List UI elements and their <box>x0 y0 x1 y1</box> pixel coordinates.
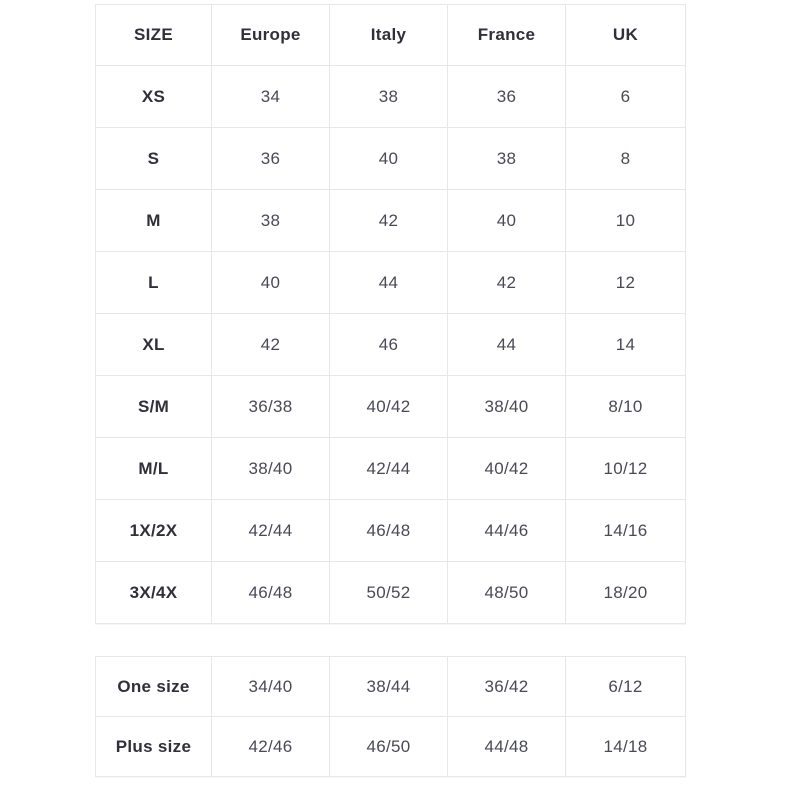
table-row <box>96 190 686 252</box>
size-value-cell: 46/48 <box>212 562 330 624</box>
size-value-cell: 44 <box>448 314 566 376</box>
size-value-cell: 44/48 <box>448 717 566 777</box>
table-row <box>96 66 686 128</box>
special-sizes-table-body <box>96 657 686 777</box>
size-value-cell: 42/46 <box>212 717 330 777</box>
size-value-cell: 42/44 <box>212 500 330 562</box>
size-value-cell: 44 <box>330 252 448 314</box>
size-value-cell: 42 <box>330 190 448 252</box>
size-value-cell: 34/40 <box>212 657 330 717</box>
size-value-cell: 42 <box>448 252 566 314</box>
table-row <box>96 500 686 562</box>
table-row <box>96 657 686 717</box>
table-row <box>96 314 686 376</box>
column-header-italy: Italy <box>330 5 448 66</box>
size-value-cell: 36 <box>448 66 566 128</box>
size-value-cell: 10 <box>566 190 686 252</box>
size-label-cell: M/L <box>96 438 212 500</box>
size-value-cell: 46/50 <box>330 717 448 777</box>
size-value-cell: 14/16 <box>566 500 686 562</box>
size-label-cell: XL <box>96 314 212 376</box>
size-value-cell: 38/44 <box>330 657 448 717</box>
column-header-france: France <box>448 5 566 66</box>
size-value-cell: 48/50 <box>448 562 566 624</box>
size-value-cell: 44/46 <box>448 500 566 562</box>
size-value-cell: 8 <box>566 128 686 190</box>
size-value-cell: 36/38 <box>212 376 330 438</box>
size-label-cell: S <box>96 128 212 190</box>
size-label-cell: 3X/4X <box>96 562 212 624</box>
size-value-cell: 40 <box>212 252 330 314</box>
size-value-cell: 46/48 <box>330 500 448 562</box>
table-row <box>96 717 686 777</box>
size-value-cell: 36/42 <box>448 657 566 717</box>
table-row <box>96 562 686 624</box>
size-value-cell: 8/10 <box>566 376 686 438</box>
size-label-cell: Plus size <box>96 717 212 777</box>
size-label-cell: M <box>96 190 212 252</box>
size-value-cell: 18/20 <box>566 562 686 624</box>
size-value-cell: 40/42 <box>330 376 448 438</box>
table-row <box>96 252 686 314</box>
size-value-cell: 40 <box>448 190 566 252</box>
size-value-cell: 38 <box>212 190 330 252</box>
table-row <box>96 376 686 438</box>
size-value-cell: 34 <box>212 66 330 128</box>
size-chart-tables <box>95 4 685 777</box>
size-value-cell: 38/40 <box>212 438 330 500</box>
size-value-cell: 46 <box>330 314 448 376</box>
size-label-cell: S/M <box>96 376 212 438</box>
size-value-cell: 38 <box>330 66 448 128</box>
size-value-cell: 38 <box>448 128 566 190</box>
size-label-cell: XS <box>96 66 212 128</box>
size-value-cell: 50/52 <box>330 562 448 624</box>
table-row <box>96 438 686 500</box>
size-label-cell: One size <box>96 657 212 717</box>
size-label-cell: 1X/2X <box>96 500 212 562</box>
table-row <box>96 128 686 190</box>
special-sizes-table <box>95 656 686 777</box>
size-value-cell: 42/44 <box>330 438 448 500</box>
size-label-cell: L <box>96 252 212 314</box>
size-value-cell: 40 <box>330 128 448 190</box>
header-row <box>96 5 686 66</box>
size-table-header <box>96 5 686 66</box>
size-value-cell: 36 <box>212 128 330 190</box>
column-header-uk: UK <box>566 5 686 66</box>
size-value-cell: 6/12 <box>566 657 686 717</box>
column-header-europe: Europe <box>212 5 330 66</box>
size-value-cell: 14 <box>566 314 686 376</box>
size-value-cell: 12 <box>566 252 686 314</box>
size-value-cell: 6 <box>566 66 686 128</box>
size-table-body <box>96 66 686 624</box>
column-header-size: SIZE <box>96 5 212 66</box>
size-value-cell: 42 <box>212 314 330 376</box>
size-value-cell: 14/18 <box>566 717 686 777</box>
size-value-cell: 38/40 <box>448 376 566 438</box>
size-conversion-table <box>95 4 686 624</box>
size-value-cell: 40/42 <box>448 438 566 500</box>
size-value-cell: 10/12 <box>566 438 686 500</box>
